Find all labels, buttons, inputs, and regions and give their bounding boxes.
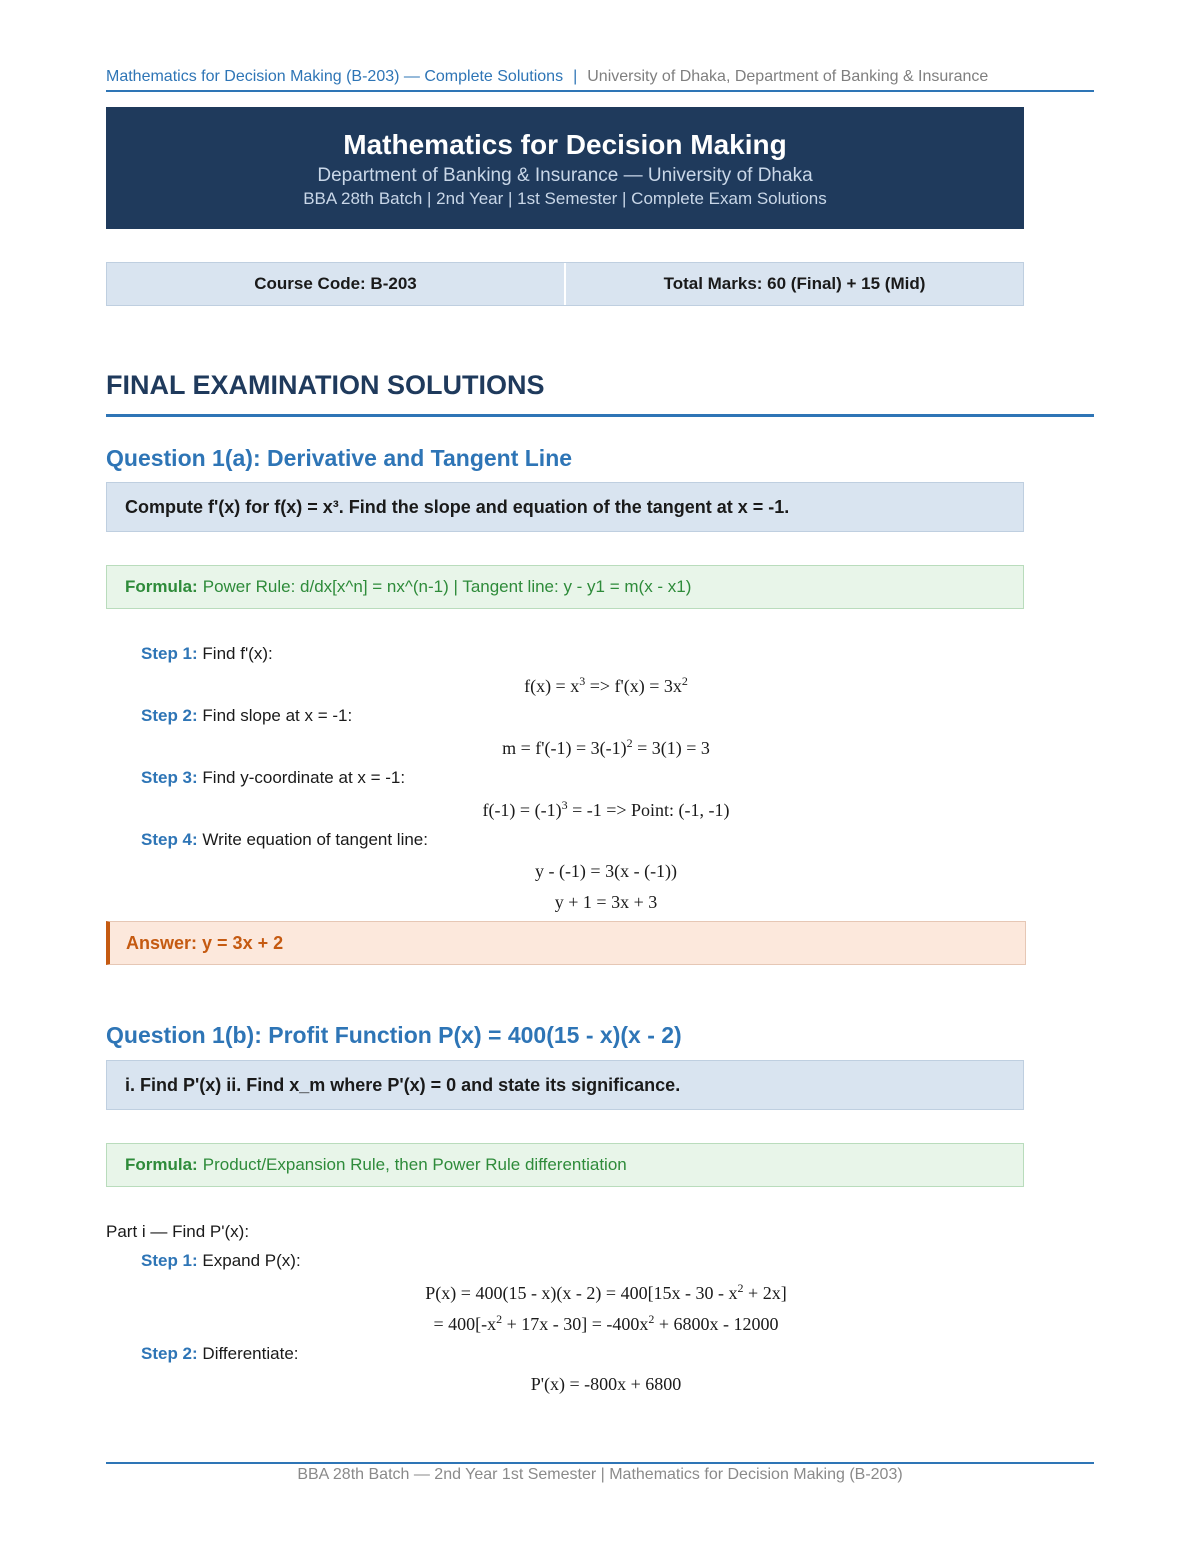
eq-part: P(x) = 400(15 - x)(x - 2) = 400[15x - 30 - x <box>425 1283 738 1303</box>
q1a-step-2 <box>141 706 352 726</box>
eq-part: f(-1) = (-1) <box>482 800 562 820</box>
eq-sup: 2 <box>496 1312 503 1326</box>
step-text: Find slope at x = -1: <box>202 706 353 725</box>
q1a-question: Compute f'(x) for f(x) = x³. Find the slope and equation of the tangent at x = -1. <box>125 496 790 517</box>
eq-part: = 3(1) = 3 <box>632 738 710 758</box>
header-university: University of Dhaka, Department of Banking & Insurance <box>587 68 989 85</box>
course-info-table <box>106 262 1024 306</box>
document-subtitle: Department of Banking & Insurance — University of Dhaka <box>317 165 813 186</box>
q1a-formula: Power Rule: d/dx[x^n] = nx^(n-1) | Tangent line: y - y1 = m(x - x1) <box>202 577 692 596</box>
eq-part: + 17x - 30] = -400x <box>502 1314 649 1334</box>
q1a-equation-2 <box>106 736 1106 759</box>
page-footer: BBA 28th Batch — 2nd Year 1st Semester | Mathematics for Decision Making (B-203) <box>106 1462 1094 1484</box>
q1a-step-3 <box>141 768 405 788</box>
document-title: Mathematics for Decision Making <box>343 129 787 160</box>
eq-part: + 2x] <box>743 1283 787 1303</box>
eq-part: = -1 => Point: (-1, -1) <box>567 800 730 820</box>
formula-label: Formula: <box>125 1155 198 1174</box>
q1b-part-i: Part i — Find P'(x): <box>106 1222 250 1241</box>
q1b-equation-2 <box>106 1312 1106 1335</box>
q1b-equation-1 <box>106 1281 1106 1304</box>
eq-part: f(x) = x <box>524 676 580 696</box>
eq-sup: 2 <box>626 736 633 750</box>
q1a-heading: Question 1(a): Derivative and Tangent Line <box>106 445 573 471</box>
q1b-formula: Product/Expansion Rule, then Power Rule differentiation <box>202 1155 627 1174</box>
q1a-question-box <box>106 482 1024 532</box>
step-text: Write equation of tangent line: <box>202 830 428 849</box>
q1a-equation-4: y - (-1) = 3(x - (-1)) <box>534 861 678 881</box>
q1a-equation-3 <box>106 798 1106 821</box>
eq-sup: 2 <box>681 674 688 688</box>
step-text: Find y-coordinate at x = -1: <box>202 768 406 787</box>
title-banner <box>106 107 1024 229</box>
eq-part: + 6800x - 12000 <box>654 1314 779 1334</box>
q1a-answer-box <box>106 921 1026 965</box>
q1b-formula-box <box>106 1143 1024 1187</box>
document-details: BBA 28th Batch | 2nd Year | 1st Semester | Complete Exam Solutions <box>303 189 827 208</box>
q1b-question-box <box>106 1060 1024 1110</box>
step-label: Step 1: <box>141 1251 198 1270</box>
step-text: Find f'(x): <box>202 644 273 663</box>
eq-sup: 3 <box>579 674 586 688</box>
q1b-heading: Question 1(b): Profit Function P(x) = 400(15 - x)(x - 2) <box>106 1022 682 1048</box>
q1a-equation-1 <box>106 674 1106 697</box>
section-title: FINAL EXAMINATION SOLUTIONS <box>106 370 1094 417</box>
step-label: Step 2: <box>141 706 198 725</box>
eq-part: => f'(x) = 3x <box>585 676 682 696</box>
step-text: Expand P(x): <box>202 1251 301 1270</box>
formula-label: Formula: <box>125 577 198 596</box>
q1a-formula-box <box>106 565 1024 609</box>
q1a-answer: y = 3x + 2 <box>202 932 284 953</box>
eq-sup: 2 <box>737 1281 744 1295</box>
q1a-step-1 <box>141 644 273 664</box>
header-course: Mathematics for Decision Making (B-203) — Complete Solutions <box>106 68 564 85</box>
step-text: Differentiate: <box>202 1344 299 1363</box>
eq-sup: 3 <box>561 798 568 812</box>
total-marks-cell: Total Marks: 60 (Final) + 15 (Mid) <box>564 263 1023 305</box>
q1a-equation-5: y + 1 = 3x + 3 <box>554 892 658 912</box>
step-label: Step 3: <box>141 768 198 787</box>
header-separator: | <box>573 68 578 85</box>
q1b-step-1 <box>141 1251 301 1271</box>
course-code-cell: Course Code: B-203 <box>107 263 564 305</box>
running-header <box>106 68 1094 92</box>
q1b-question: i. Find P'(x) ii. Find x_m where P'(x) = 0 and state its significance. <box>125 1074 681 1095</box>
q1b-equation-3: P'(x) = -800x + 6800 <box>530 1374 682 1394</box>
step-label: Step 4: <box>141 830 198 849</box>
eq-sup: 2 <box>648 1312 655 1326</box>
step-label: Step 1: <box>141 644 198 663</box>
eq-part: = 400[-x <box>433 1314 497 1334</box>
q1a-step-4 <box>141 830 428 850</box>
step-label: Step 2: <box>141 1344 198 1363</box>
answer-label: Answer: <box>126 932 198 953</box>
q1b-step-2 <box>141 1344 299 1364</box>
eq-part: m = f'(-1) = 3(-1) <box>502 738 627 758</box>
